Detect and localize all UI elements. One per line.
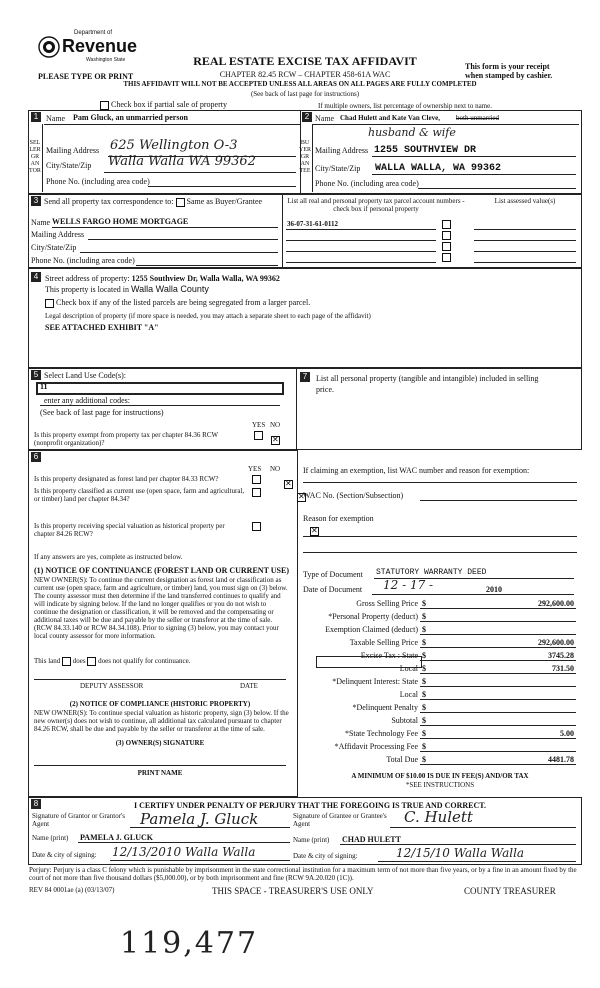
calc-row-value[interactable]: 4481.78 (548, 755, 574, 764)
buyer-city[interactable]: WALLA WALLA, WA 99362 (375, 163, 502, 174)
notice-compliance-body: NEW OWNER(S): To continue special valuation as historic property, sign (3) below. If the new owner(s) does not wish to continue, all additional tax calculated pursuant to chapter 84.26 RCW, shall be due and payable by the seller or transferor at the time of sale. (34, 709, 289, 733)
section-4-badge: 4 (31, 272, 41, 282)
logo-state: Washington State (86, 57, 126, 63)
forest-question: Is this property designated as forest land per chapter 84.33 RCW? (34, 475, 219, 483)
minimum-due-note: A MINIMUM OF $10.00 IS DUE IN FEE(S) AND/OR TAX (351, 772, 529, 780)
form-subtitle: CHAPTER 82.45 RCW – CHAPTER 458-61A WAC (219, 70, 391, 79)
calc-row-value[interactable]: 5.00 (560, 729, 574, 738)
street-label: Street address of property: (45, 274, 130, 283)
corr-city-label: City/State/Zip (31, 243, 77, 252)
county-treasurer-label: COUNTY TREASURER (464, 886, 556, 896)
does-label: does (72, 657, 86, 666)
corr-phone-label: Phone No. (including area code) (31, 256, 135, 265)
seller-phone-label: Phone No. (including area code) (46, 177, 150, 186)
grantee-name-label: Name (print) (293, 836, 330, 844)
corr-name-label: Name (31, 218, 51, 227)
section-1-badge: 1 (31, 112, 41, 122)
land-use-code[interactable]: 11 (40, 382, 48, 391)
seller-name[interactable]: Pam Gluck, an unmarried person (73, 113, 188, 122)
land-use-no: NO (270, 421, 281, 429)
calc-row-label: Excise Tax : State (360, 651, 418, 660)
calc-row-currency: $ (422, 677, 426, 686)
exempt-yes-checkbox[interactable] (254, 431, 263, 440)
please-type-note: PLEASE TYPE OR PRINT (38, 72, 134, 81)
buyer-struck-text: both unmarried (456, 114, 499, 122)
calc-row-currency: $ (422, 742, 426, 751)
grantee-date-label: Date & city of signing: (293, 852, 358, 860)
partial-sale-checkbox[interactable] (100, 101, 109, 110)
grantee-date-city[interactable]: 12/15/10 Walla Walla (396, 846, 525, 860)
land-use-see-back: (See back of last page for instructions) (40, 408, 164, 417)
seller-city-label: City/State/Zip (46, 161, 92, 170)
buyer-handwritten-note: husband & wife (368, 126, 456, 139)
personal-property-checkbox[interactable] (442, 242, 451, 251)
segregated-row (45, 298, 310, 308)
calc-row-label: Gross Selling Price (356, 599, 418, 608)
calc-row-label: Total Due (386, 755, 418, 764)
calc-row-currency: $ (422, 625, 426, 634)
exempt-no-checkbox[interactable] (271, 436, 280, 445)
buyer-mailing-label: Mailing Address (315, 146, 369, 155)
deputy-assessor-label: DEPUTY ASSESSOR (80, 682, 144, 690)
reason-label: Reason for exemption (303, 514, 374, 523)
dor-logo (38, 30, 138, 70)
seller-mailing-label: Mailing Address (46, 146, 100, 155)
logo-department: Department of (74, 30, 113, 36)
section-5-badge: 5 (31, 370, 41, 380)
same-as-buyer-label: Same as Buyer/Grantee (186, 197, 263, 206)
tax-correspondence-label: Send all property tax correspondence to: (44, 197, 174, 206)
calc-row-value[interactable]: 292,600.00 (538, 638, 574, 647)
corr-name[interactable]: WELLS FARGO HOME MORTGAGE (52, 217, 189, 226)
grantor-date-label: Date & city of signing: (32, 851, 97, 859)
same-as-buyer-checkbox[interactable] (176, 198, 185, 207)
treasurer-use-label: THIS SPACE - TREASURER'S USE ONLY (212, 886, 374, 896)
local-rate-box[interactable] (316, 656, 422, 668)
land-use-code-input[interactable] (36, 382, 284, 395)
exempt-question: Is this property exempt from property tax per chapter 84.36 RCW (nonprofit organization)? (34, 431, 218, 447)
exemption-claim-label: If claiming an exemption, list WAC number and reason for exemption: (303, 466, 530, 475)
form-title: REAL ESTATE EXCISE TAX AFFIDAVIT (193, 54, 417, 68)
form-warning: THIS AFFIDAVIT WILL NOT BE ACCEPTED UNLESS ALL AREAS ON ALL PAGES ARE FULLY COMPLETED (123, 80, 477, 88)
notice-continuance-body: NEW OWNER(S): To continue the current designation as forest land or classification as current use (open space, farm and agriculture, or timber) land, you must sign on (3) below. The county assessor must then determine if the land transferred continues to qualify and will indicate by signing below. If the land no longer qualifies or you do not wish to continue the designation or classification, it will be removed and the compensating or additional taxes will be due and payable by the seller or transferor at the time of sale. (RCW 84.33.140 or RCW 84.34.108). Prior to signing (3) below, you may contact your local county assessor for more information. (34, 576, 288, 640)
calc-row-value[interactable]: 292,600.00 (538, 599, 574, 608)
seller-side-label: SELLER GRANTOR (29, 140, 41, 174)
calc-row-label: Local (399, 664, 418, 673)
calc-row-label: *Affidavit Processing Fee (334, 742, 418, 751)
doc-date-label: Date of Document (303, 585, 363, 594)
logo-revenue: Revenue (62, 36, 138, 56)
calc-row-label: Subtotal (391, 716, 418, 725)
seller-name-label: Name (46, 114, 66, 123)
personal-property-label: List all personal property (tangible and intangible) included in selling price. (316, 374, 539, 394)
grantor-sig-label: Signature of Grantor or Grantor's Agent (32, 812, 126, 828)
personal-property-checkbox[interactable] (442, 220, 451, 229)
seller-mailing[interactable]: 625 Wellington O-3 (110, 138, 238, 153)
segregated-checkbox[interactable] (45, 299, 54, 308)
historic-no-checkbox[interactable] (310, 527, 319, 536)
located-county[interactable]: Walla Walla County (130, 284, 209, 294)
calc-row-value[interactable]: 731.50 (552, 664, 574, 673)
owner-signature-label: (3) OWNER(S) SIGNATURE (115, 739, 205, 747)
handwritten-number: 119,477 (120, 926, 259, 961)
doc-date-handwritten[interactable]: 12 - 17 - (383, 578, 434, 592)
notice-compliance-title: (2) NOTICE OF COMPLIANCE (HISTORIC PROPERTY) (69, 700, 251, 708)
grantor-date-city[interactable]: 12/13/2010 Walla Walla (112, 845, 256, 859)
perjury-notice: Perjury: Perjury is a class C felony which is punishable by imprisonment in the state correctional institution for a maximum term of not more than five years, or by a fine in an amount fixed by the court of not more than five thousand dollars ($5,000.00), or by both imprisonment and fine (RCW 9A.20.020 (1C)). (29, 866, 577, 882)
located-label: This property is located in (45, 285, 129, 294)
calc-row-value[interactable]: 3745.28 (548, 651, 574, 660)
grantor-name-label: Name (print) (32, 834, 69, 842)
assessed-value-field[interactable] (474, 251, 576, 252)
grantor-printed-name[interactable]: PAMELA J. GLUCK (80, 833, 153, 842)
assessed-value-field[interactable] (474, 229, 576, 230)
section-3-badge: 3 (31, 196, 41, 206)
assessed-header: List assessed value(s) (494, 197, 556, 205)
buyer-side-label: BUYER GRANTEE (299, 140, 311, 174)
legal-exhibit[interactable]: SEE ATTACHED EXHIBIT "A" (45, 323, 159, 332)
section-7-badge: 7 (300, 372, 310, 382)
wac-label: WAC No. (Section/Subsection) (303, 491, 404, 500)
doc-date-year[interactable]: 2010 (486, 585, 502, 594)
does-not-checkbox[interactable] (87, 657, 96, 666)
land-use-label: Select Land Use Code(s): (44, 371, 126, 380)
parcel-header: List all real and personal property tax parcel account numbers - check box if personal property (287, 197, 465, 213)
buyer-name-label: Name (315, 114, 335, 123)
calc-row-label: *State Technology Fee (344, 729, 418, 738)
calc-row-currency: $ (422, 599, 426, 608)
calc-row-currency: $ (422, 690, 426, 699)
washington-seal-icon (38, 36, 60, 58)
notice-continuance-title: (1) NOTICE OF CONTINUANCE (FOREST LAND OR CURRENT USE) (34, 566, 289, 575)
qualify-row (34, 657, 190, 666)
does-not-label: does not qualify for continuance. (98, 657, 191, 666)
s6-no: NO (270, 465, 281, 473)
if-yes-note: If any answers are yes, complete as instructed below. (34, 553, 183, 561)
see-instructions-note: *SEE INSTRUCTIONS (405, 781, 475, 789)
forest-yes-checkbox[interactable] (252, 475, 261, 484)
calc-row-label: Taxable Selling Price (349, 638, 418, 647)
receipt-note-1: This form is your receipt (465, 62, 550, 71)
current-use-yes-checkbox[interactable] (252, 488, 261, 497)
grantee-signature[interactable]: C. Hulett (404, 808, 473, 826)
calc-row-label: *Personal Property (deduct) (328, 612, 418, 621)
section-8-badge: 8 (31, 799, 41, 809)
calc-row-currency: $ (422, 664, 426, 673)
calc-row-currency: $ (422, 651, 426, 660)
buyer-mailing[interactable]: 1255 SOUTHVIEW DR (374, 145, 477, 156)
street-row (45, 274, 280, 283)
corr-mailing-label: Mailing Address (31, 230, 85, 239)
this-land-label: This land (34, 657, 61, 666)
additional-codes-label: enter any additional codes: (44, 396, 130, 405)
tax-correspondence-row (44, 197, 262, 207)
seller-city[interactable]: Walla Walla WA 99362 (108, 154, 256, 169)
forest-no-checkbox[interactable] (284, 480, 293, 489)
street-address[interactable]: 1255 Southview Dr, Walla Walla, WA 99362 (131, 274, 280, 283)
personal-property-checkbox[interactable] (442, 253, 451, 262)
calc-row-currency: $ (422, 755, 426, 764)
calc-row-currency: $ (422, 703, 426, 712)
print-name-label: PRINT NAME (137, 769, 183, 777)
multiple-owners-note: If multiple owners, list percentage of ownership next to name. (318, 102, 492, 110)
historic-yes-checkbox[interactable] (252, 522, 261, 531)
form-number: REV 84 0001ae (a) (03/13/07) (29, 886, 115, 894)
calc-row-label: *Delinquent Interest: State (332, 677, 418, 686)
assessed-value-field[interactable] (474, 262, 576, 263)
calc-row-label: *Delinquent Penalty (352, 703, 418, 712)
calc-row-label: Local (399, 690, 418, 699)
land-use-yes: YES (252, 421, 266, 429)
grantee-printed-name[interactable]: CHAD HULETT (342, 835, 401, 844)
see-back-note: (See back of last page for instructions) (250, 90, 360, 98)
partial-sale-checkbox-row (100, 100, 227, 110)
parcel-number[interactable]: 36-07-31-61-0112 (287, 220, 338, 228)
certify-statement: I CERTIFY UNDER PENALTY OF PERJURY THAT THE FOREGOING IS TRUE AND CORRECT. (133, 801, 486, 810)
calc-row-currency: $ (422, 638, 426, 647)
legal-desc-label: Legal description of property (if more space is needed, you may attach a separate sheet to each page of the affidavit) (45, 312, 371, 320)
receipt-note-2: when stamped by cashier. (465, 71, 553, 80)
assessed-value-field[interactable] (474, 240, 576, 241)
personal-property-checkbox[interactable] (442, 231, 451, 240)
grantor-signature[interactable]: Pamela J. Gluck (140, 810, 259, 828)
does-checkbox[interactable] (62, 657, 71, 666)
doc-type-label: Type of Document (303, 570, 363, 579)
segregated-label: Check box if any of the listed parcels are being segregated from a larger parcel. (56, 298, 311, 307)
located-row (45, 285, 209, 294)
historic-question: Is this property receiving special valuation as historical property per chapter 84.26 RCW? (34, 522, 225, 538)
buyer-name[interactable]: Chad Hulett and Kate Van Cleve, (340, 114, 440, 122)
buyer-phone-label: Phone No. (including area code) (315, 179, 419, 188)
buyer-city-label: City/State/Zip (315, 164, 361, 173)
calc-row-currency: $ (422, 716, 426, 725)
current-use-question: Is this property classified as current use (open space, farm and agricultural, or timber) land per chapter 84.34? (34, 487, 245, 503)
calc-row-currency: $ (422, 612, 426, 621)
section-6-badge: 6 (31, 452, 41, 462)
doc-type[interactable]: STATUTORY WARRANTY DEED (376, 568, 487, 577)
grantee-sig-label: Signature of Grantee or Grantee's Agent (293, 812, 387, 828)
calc-row-currency: $ (422, 729, 426, 738)
calc-row-label: Exemption Claimed (deduct) (325, 625, 418, 634)
s6-yes: YES (248, 465, 262, 473)
partial-sale-label: Check box if partial sale of property (111, 100, 227, 109)
assessor-date-label: DATE (240, 682, 258, 690)
section-2-badge: 2 (302, 112, 312, 122)
